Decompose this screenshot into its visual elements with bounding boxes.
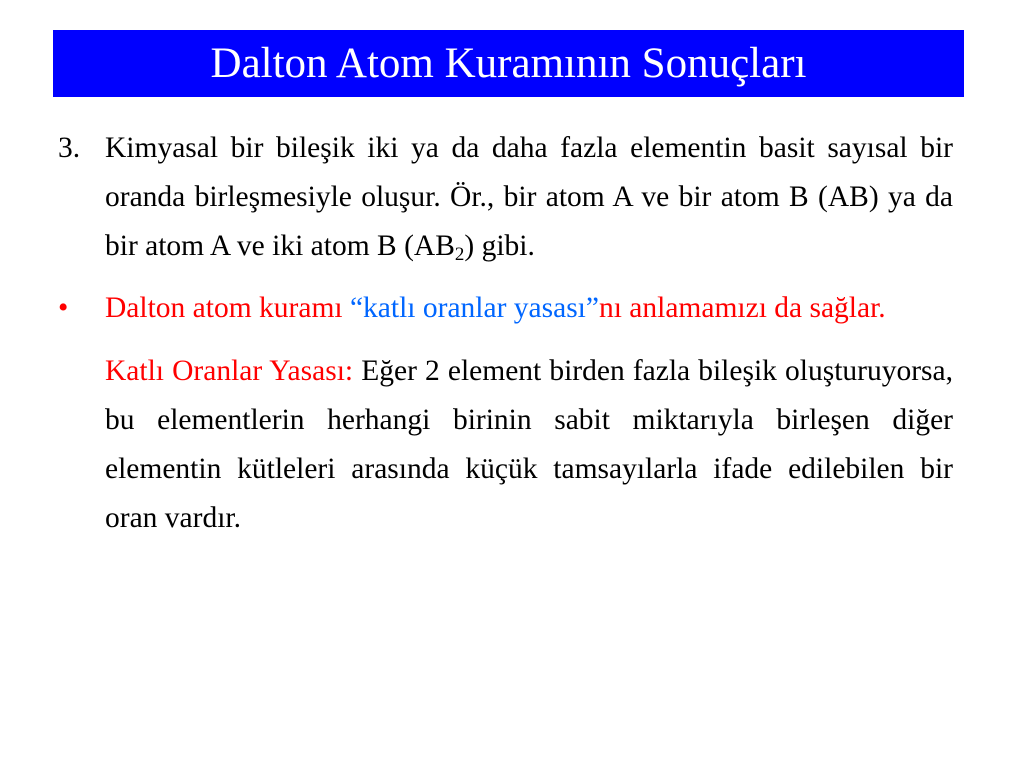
item-number: 3. <box>58 132 81 164</box>
bullet-icon: • <box>58 292 69 324</box>
slide-body <box>58 124 953 543</box>
law-definition <box>58 347 953 543</box>
subscript-2: 2 <box>454 244 465 265</box>
bullet-text-law-name: “katlı oranlar yasası” <box>349 292 599 324</box>
bullet-text <box>105 292 886 324</box>
title-bar <box>53 30 964 97</box>
bullet-text-red-end: nı anlamamızı da sağlar. <box>598 292 886 324</box>
bullet-text-red-start: Dalton atom kuramı <box>105 292 350 324</box>
law-text: Eğer 2 element birden fazla bileşik oluşturuyorsa, bu elementlerin herhangi birinin sabit miktarıyla birleşen diğer elementin kütleleri arasında küçük tamsayılarla ifade edilebilen bir oran vardır. <box>105 355 953 534</box>
item-3-end-text: ) gibi. <box>464 230 535 262</box>
item-3-main-text: Kimyasal bir bileşik iki ya da daha fazla elementin basit sayısal bir oranda birleşmesiyle oluşur. Ör., bir atom A ve bir atom B (AB) ya da bir atom A ve iki atom B (AB <box>105 132 953 262</box>
slide-title: Dalton Atom Kuramının Sonuçları <box>210 40 807 87</box>
numbered-item-3 <box>58 124 953 271</box>
bullet-item <box>58 284 953 333</box>
law-label: Katlı Oranlar Yasası: <box>105 355 354 387</box>
item-3-text <box>105 132 953 265</box>
